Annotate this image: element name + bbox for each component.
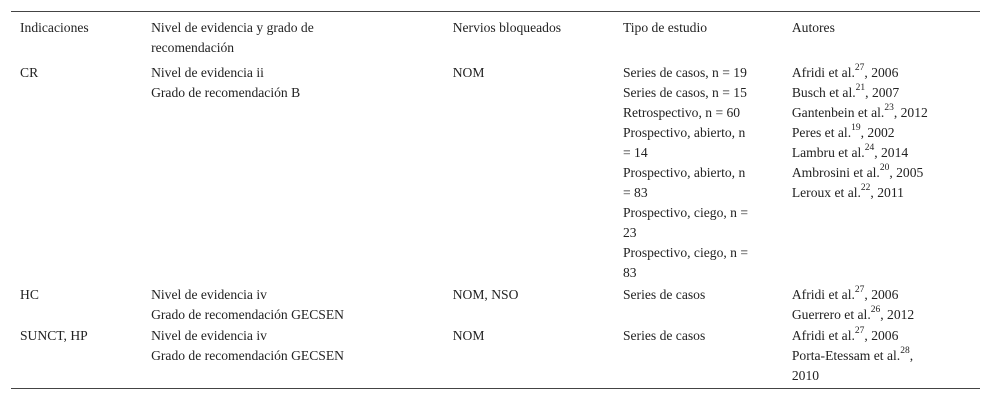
reference-number: 20 <box>879 163 890 174</box>
cell-indicacion: SUNCT, HP <box>20 328 88 343</box>
author-name: Peres et al. <box>791 125 852 140</box>
cell-evidencia <box>151 283 453 325</box>
cell-nervios: NOM, NSO <box>452 287 519 302</box>
reference-number: 19 <box>851 123 861 134</box>
author-citation <box>792 123 980 143</box>
cell-autores <box>792 63 980 283</box>
evidence-level: Nivel de evidencia iv <box>151 328 267 343</box>
header-nervios: Nervios bloqueados <box>452 20 562 35</box>
author-name: Guerrero et al. <box>791 307 871 322</box>
cell-autores <box>792 325 980 389</box>
study-type: Series de casos <box>622 287 706 302</box>
author-name: Leroux et al. <box>791 185 861 200</box>
author-name: Afridi et al. <box>791 287 855 302</box>
author-citation <box>792 163 980 183</box>
reference-number: 27 <box>854 63 865 74</box>
author-citation <box>792 183 980 203</box>
cell-nervios: NOM <box>452 328 485 343</box>
author-year: , 2006 <box>864 287 899 302</box>
reference-number: 24 <box>864 143 875 154</box>
table-row <box>11 63 980 283</box>
header-indicaciones: Indicaciones <box>20 20 89 35</box>
evidence-level: Nivel de evidencia iv <box>151 287 267 302</box>
cell-evidencia <box>151 63 453 283</box>
header-nivel-evidencia: Nivel de evidencia y grado de recomendación <box>151 20 314 55</box>
author-citation <box>792 103 980 123</box>
author-name: Lambru et al. <box>791 145 865 160</box>
study-type: Prospectivo, abierto, n = 83 <box>622 165 746 200</box>
reference-number: 28 <box>900 346 910 357</box>
author-name: Porta-Etessam et al. <box>791 348 901 363</box>
author-citation <box>792 83 980 103</box>
cell-evidencia <box>151 325 453 389</box>
author-year: , 2011 <box>870 185 904 200</box>
table-body <box>11 63 980 389</box>
author-citation <box>792 346 930 386</box>
study-type: Series de casos <box>622 328 706 343</box>
evidence-level: Nivel de evidencia ii <box>151 65 264 80</box>
table-row <box>11 283 980 325</box>
author-citation <box>792 326 930 346</box>
author-year: , 2007 <box>865 85 900 100</box>
evidence-table <box>11 11 980 389</box>
study-type: Prospectivo, ciego, n = 83 <box>622 245 749 280</box>
recommendation-grade: Grado de recomendación GECSEN <box>151 307 344 322</box>
author-citation <box>792 143 980 163</box>
table-row <box>11 325 980 389</box>
author-year: , 2014 <box>874 145 909 160</box>
study-type: Retrospectivo, n = 60 <box>622 105 741 120</box>
study-type: Prospectivo, abierto, n = 14 <box>622 125 746 160</box>
cell-indicacion: HC <box>20 287 39 302</box>
cell-indicacion: CR <box>20 65 39 80</box>
author-citation <box>792 305 980 325</box>
reference-number: 26 <box>870 305 881 316</box>
author-year: , 2012 <box>893 105 928 120</box>
author-name: Ambrosini et al. <box>791 165 880 180</box>
study-type: Series de casos, n = 15 <box>622 85 747 100</box>
cell-nervios: NOM <box>452 65 485 80</box>
reference-number: 21 <box>855 83 866 94</box>
author-name: Afridi et al. <box>791 328 855 343</box>
author-year: , 2010 <box>791 348 914 383</box>
cell-estudios <box>623 63 792 283</box>
author-year: , 2006 <box>864 328 899 343</box>
table-header <box>11 12 980 64</box>
cell-estudios <box>623 325 792 389</box>
reference-number: 27 <box>854 326 865 337</box>
study-type: Prospectivo, ciego, n = 23 <box>622 205 749 240</box>
reference-number: 27 <box>854 285 865 296</box>
cell-autores <box>792 283 980 325</box>
study-type: Series de casos, n = 19 <box>622 65 747 80</box>
recommendation-grade: Grado de recomendación GECSEN <box>151 348 344 363</box>
author-year: , 2012 <box>880 307 915 322</box>
author-year: , 2002 <box>860 125 895 140</box>
recommendation-grade: Grado de recomendación B <box>151 85 301 100</box>
author-name: Busch et al. <box>791 85 856 100</box>
author-year: , 2006 <box>864 65 899 80</box>
header-tipo-estudio: Tipo de estudio <box>622 20 708 35</box>
author-citation <box>792 285 980 305</box>
cell-estudios <box>623 283 792 325</box>
header-autores: Autores <box>791 20 835 35</box>
author-year: , 2005 <box>889 165 924 180</box>
author-name: Gantenbein et al. <box>791 105 885 120</box>
reference-number: 22 <box>860 183 871 194</box>
author-citation <box>792 63 980 83</box>
header-row <box>11 12 980 64</box>
reference-number: 23 <box>884 103 894 114</box>
author-name: Afridi et al. <box>791 65 855 80</box>
